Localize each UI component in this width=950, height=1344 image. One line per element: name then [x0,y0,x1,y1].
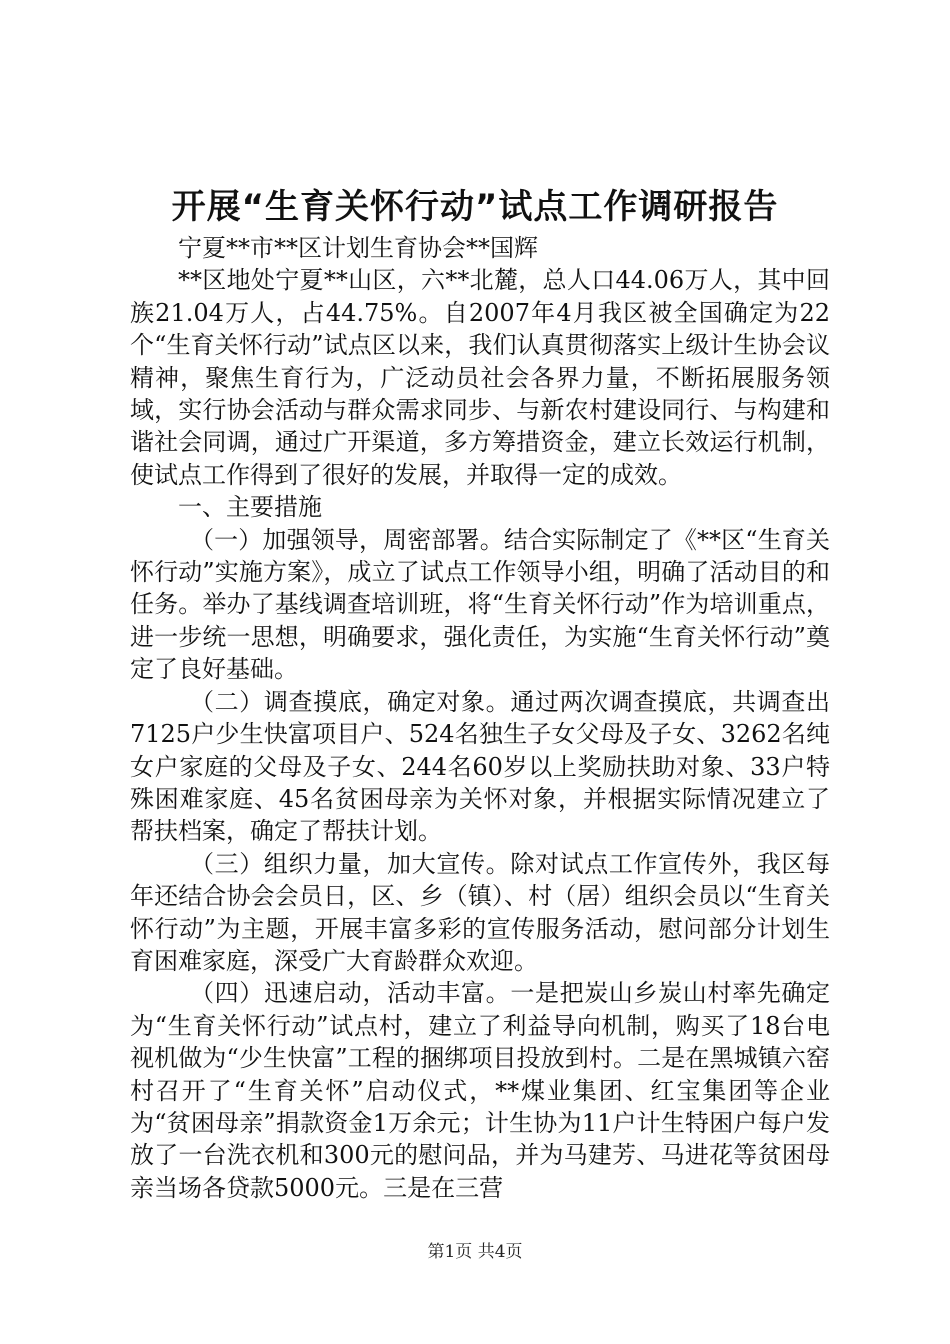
page-number-footer: 第1页 共4页 [427,1242,523,1262]
author-line: 宁夏**市**区计划生育协会**国辉 [178,234,538,262]
document-body [130,232,830,1204]
paragraph-measure-1: （一）加强领导，周密部署。结合实际制定了《**区“生育关怀行动”实施方案》，成立了试点工作领导小组，明确了活动目的和任务。举办了基线调查培训班，将“生育关怀行动”作为培训重点，进一步统一思想，明确要求，强化责任，为实施“生育关怀行动”奠定了良好基础。 [130,525,830,684]
document-title: 开展“生育关怀行动”试点工作调研报告 [171,187,779,227]
paragraph-measure-2: （二）调查摸底，确定对象。通过两次调查摸底，共调查出7125户少生快富项目户、524名独生子女父母及子女、3262名纯女户家庭的父母及子女、244名60岁以上奖励扶助对象、33户特殊困难家庭、45名贫困母亲为关怀对象，并根据实际情况建立了帮扶档案，确定了帮扶计划。 [130,687,830,846]
paragraph-measure-4: （四）迅速启动，活动丰富。一是把炭山乡炭山村率先确定为“生育关怀行动”试点村，建立了利益导向机制，购买了18台电视机做为“少生快富”工程的捆绑项目投放到村。二是在黑城镇六窑村召开了“生育关怀”启动仪式，**煤业集团、红宝集团等企业为“贫困母亲”捐款资金1万余元；计生协为11户计生特困户每户发放了一台洗衣机和300元的慰问品，并为马建芳、马进花等贫困母亲当场各贷款5000元。三是在三营 [130,979,830,1202]
paragraph-intro: **区地处宁夏**山区，六**北麓，总人口44.06万人，其中回族21.04万人，占44.75%。自2007年4月我区被全国确定为22个“生育关怀行动”试点区以来，我们认真贯彻落实上级计生协会议精神，聚焦生育行为，广泛动员社会各界力量，不断拓展服务领域，实行协会活动与群众需求同步、与新农村建设同行、与构建和谐社会同调，通过广开渠道，多方筹措资金，建立长效运行机制，使试点工作得到了很好的发展，并取得一定的成效。 [130,266,830,489]
paragraph-measure-3: （三）组织力量，加大宣传。除对试点工作宣传外，我区每年还结合协会会员日，区、乡（镇）、村（居）组织会员以“生育关怀行动”为主题，开展丰富多彩的宣传服务活动，慰问部分计划生育困难家庭，深受广大育龄群众欢迎。 [130,849,830,975]
section-heading: 一、主要措施 [178,493,322,522]
